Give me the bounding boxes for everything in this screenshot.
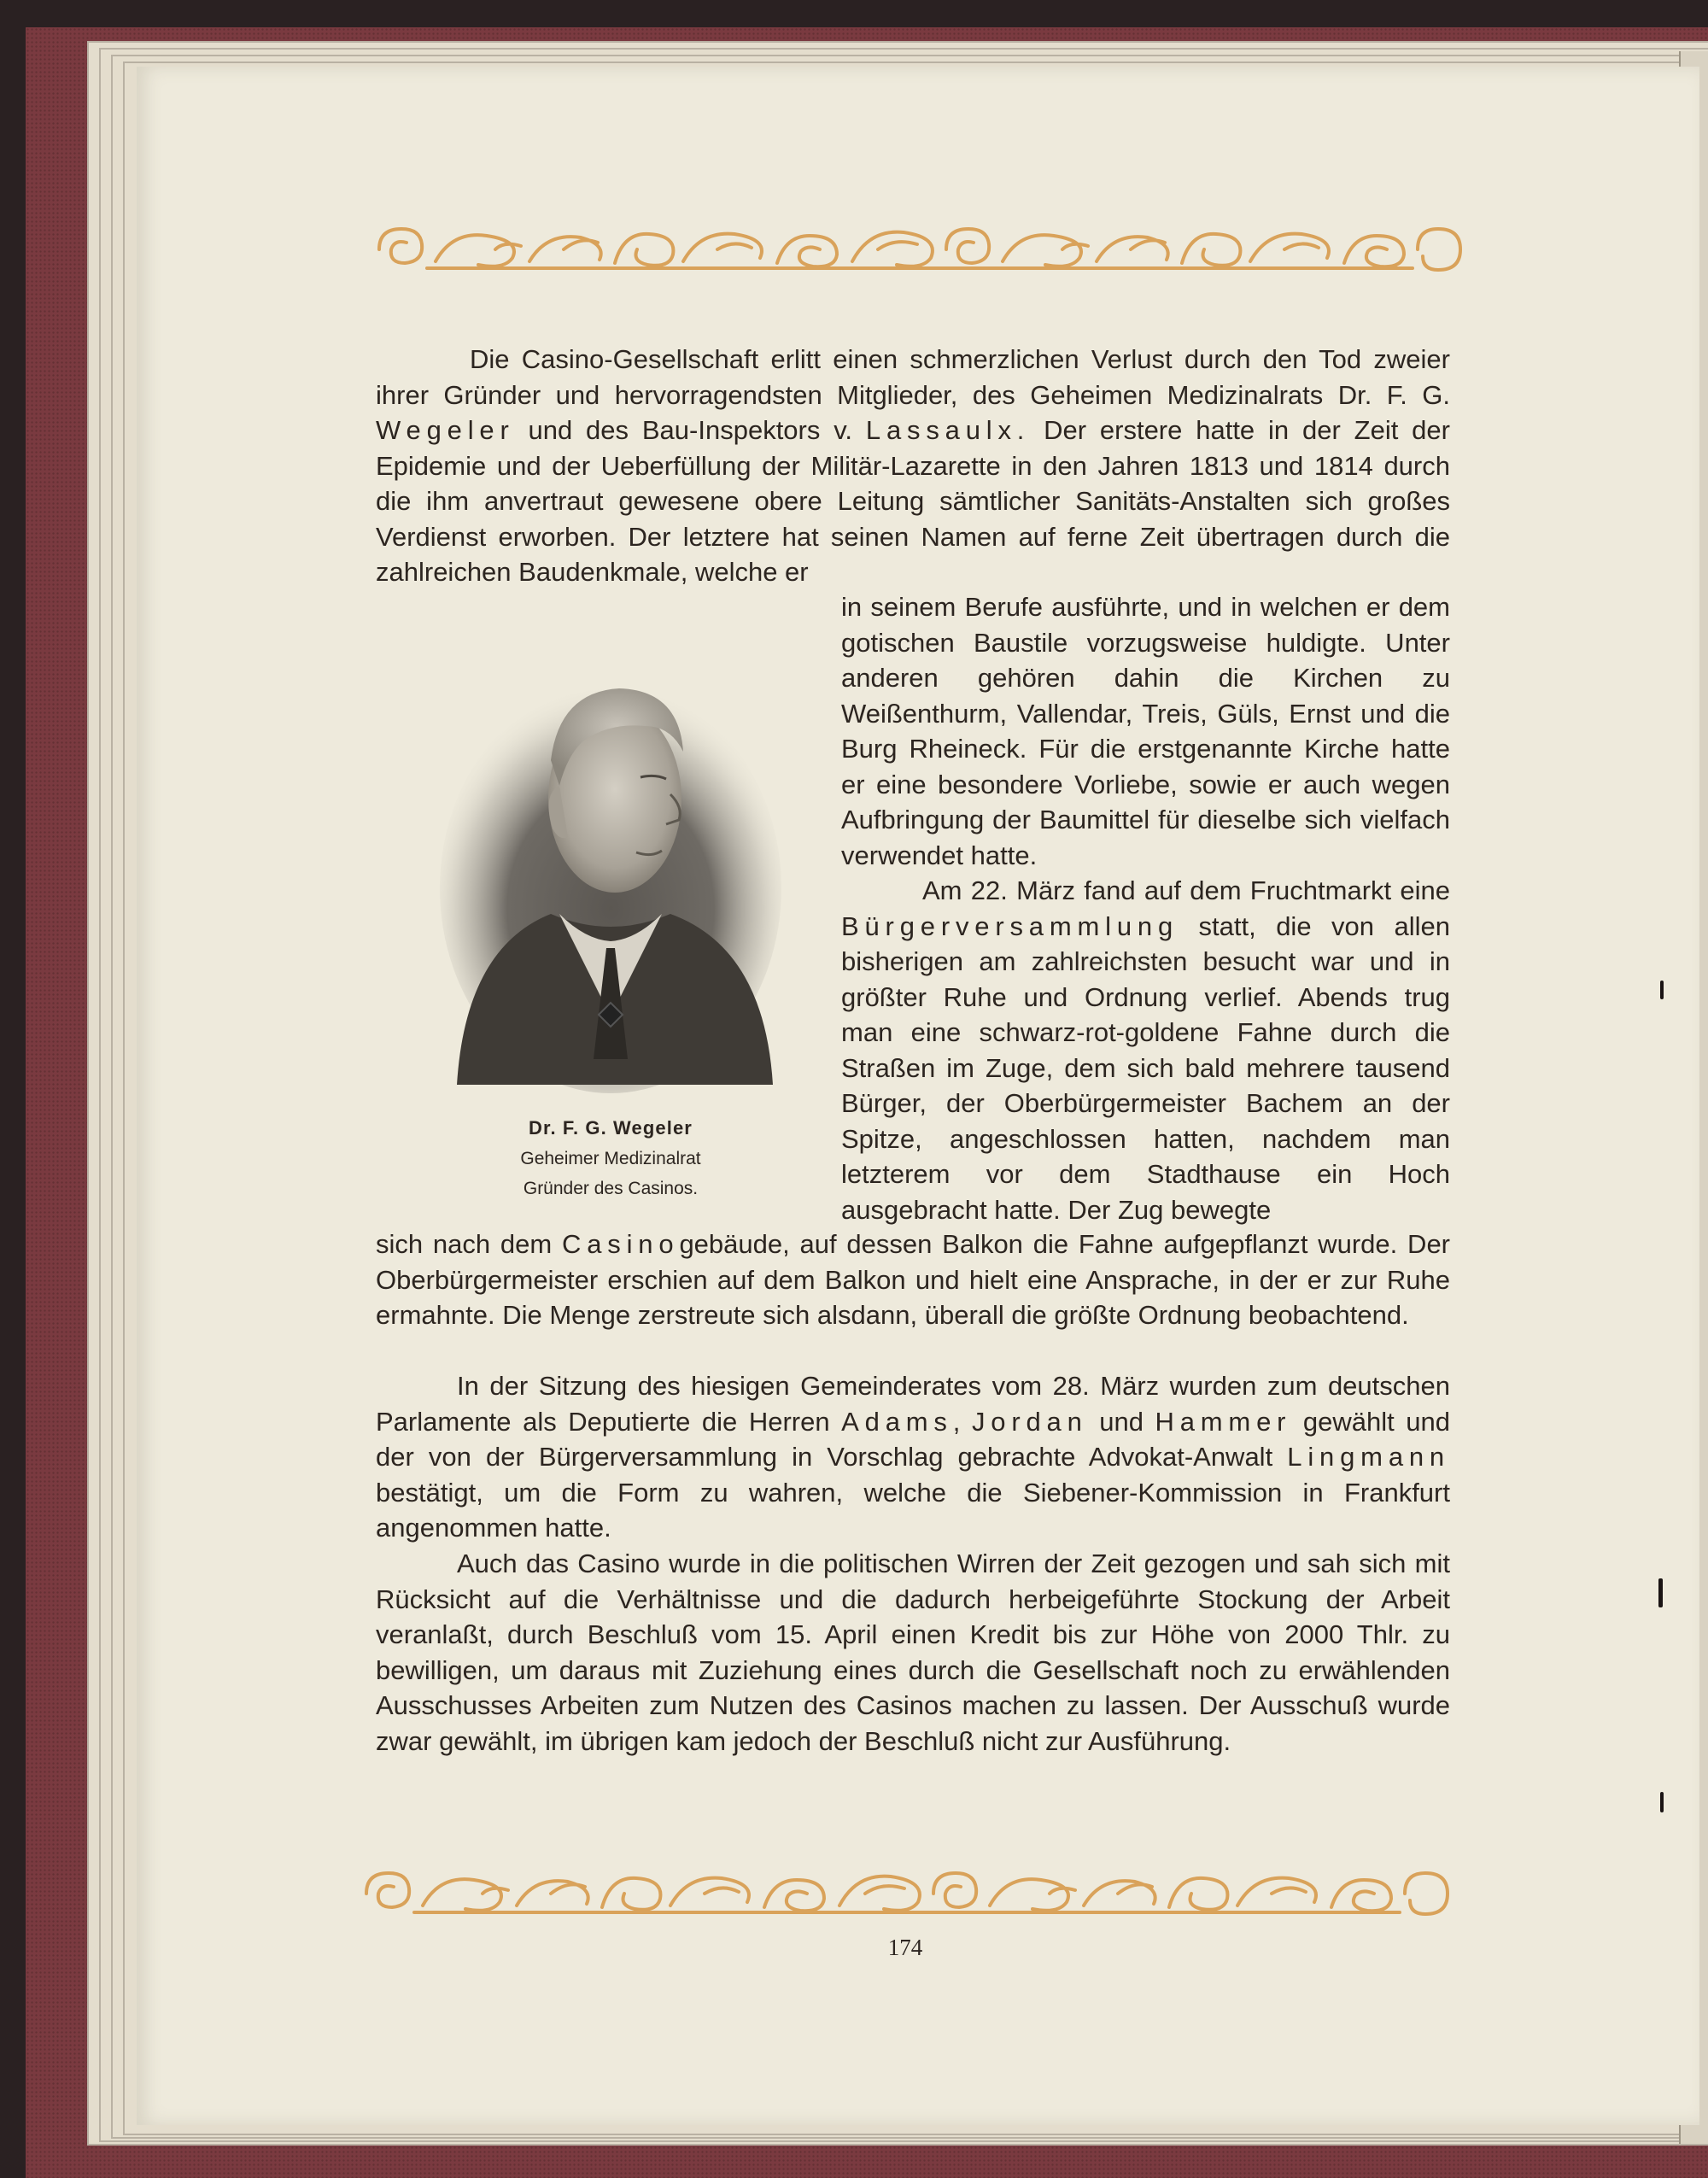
- paragraph-1-column: in seinem Berufe ausführte, und in welchen er dem gotischen Baustile vorzugsweise huldigte. Unter anderen gehören dahin die Kirchen zu Weißenthurm, Vallendar, Treis, Güls, Ernst und die Burg Rheineck. Für die erstgenannte Kirche hatte er eine besondere Vorliebe, sowie er auch wegen Aufbringung der Baumittel für dieselbe sich vielfach verwendet hatte.: [841, 592, 1450, 870]
- paper-fleck: [1660, 1792, 1664, 1812]
- paper-fleck: [1658, 1578, 1663, 1607]
- text-run: Am 22. März fand auf dem Fruchtmarkt eine: [922, 875, 1450, 905]
- paragraph-3: [376, 1368, 1450, 1546]
- paragraph-4: Auch das Casino wurde in die politischen Wirren der Zeit gezogen und sah sich mit Rücksicht auf die Verhältnisse und die dadurch herbeigeführte Stockung der Arbeit veranlaßt, durch Beschluß vom 15. April einen Kredit bis zur Höhe von 2000 Thlr. zu bewilligen, um daraus mit Zuziehung eines durch die Gesellschaft noch zu erwählenden Ausschusses Arbeiten zum Nutzen des Casinos machen zu lassen. Der Ausschuß wurde zwar gewählt, im übrigen kam jedoch der Beschluß nicht zur Ausführung.: [376, 1549, 1450, 1756]
- spaced-name-jordan: Jordan: [971, 1406, 1088, 1437]
- paragraph-1-full-width: [376, 342, 1450, 590]
- spaced-name-wegeler: Wegeler: [376, 415, 515, 445]
- text-run: gebäude, auf dessen Balkon die Fahne aufgepflanzt wurde. Der Oberbürgermeister erschien auf dem Balkon und hielt eine Ansprache, in der er zur Ruhe ermahnte. Die Menge zerstreute sich alsdann, überall die größte Ordnung beobachtend.: [376, 1229, 1451, 1330]
- text-run: ,: [952, 1406, 972, 1437]
- caption-name: Dr. F. G. Wegeler: [529, 1117, 693, 1139]
- caption-title: Geheimer Medizinalrat: [520, 1149, 701, 1168]
- decorative-border-top: [376, 224, 1464, 275]
- text-run: Der erstere hatte in der Zeit der Epidemie und der Ueberfüllung der Militär-Lazarette in den Jahren 1813 und 1814 durch die ihm anvertraut gewesene obere Leitung sämtlicher Sanitäts-Anstalten sich großes Verdienst erworben. Der letztere hat seinen Namen auf ferne Zeit übertragen durch die zahlreichen Baudenkmale, welche er: [376, 415, 1450, 587]
- text-run: Die Casino-Gesellschaft erlitt einen schmerzlichen Verlust durch den Tod zweier ihrer Gründer und hervorragendsten Mitglieder, des Geheimen Medizinalrats Dr. F. G.: [376, 344, 1450, 410]
- spaced-name-hammer: Hammer: [1155, 1406, 1292, 1437]
- caption-role: Gründer des Casinos.: [523, 1179, 699, 1198]
- spaced-name-lingmann: Lingmann: [1287, 1442, 1450, 1472]
- text-run: sich nach dem: [376, 1229, 563, 1259]
- text-run: und des Bau-Inspektors v.: [514, 415, 866, 445]
- text-run: In der Sitzung des hiesigen Gemeinderates vom 28. März wurden zum deutschen Parlamente als Deputierte die Herren: [376, 1371, 1450, 1437]
- page-number: 174: [887, 1935, 923, 1960]
- paper-fleck: [1660, 981, 1664, 999]
- portrait-engraving: [431, 658, 790, 1093]
- text-run: und: [1087, 1406, 1155, 1437]
- text-run: bestätigt, um die Form zu wahren, welche die Siebener-Kommission in Frankfurt angenommen hatte.: [376, 1477, 1450, 1543]
- decorative-border-bottom: [363, 1868, 1451, 1919]
- spaced-name-adams: Adams: [841, 1406, 953, 1437]
- paragraph-2-full-width: [376, 1227, 1450, 1333]
- text-run: gewählt und der von der Bürgerversammlung in Vorschlag gebrachte Advokat-Anwalt: [376, 1406, 1450, 1472]
- paragraph-2-column: [841, 873, 1450, 1227]
- spaced-term-casino: Casino: [562, 1229, 680, 1259]
- spaced-term-buergerversammlung: Bürgerversammlung: [841, 910, 1179, 941]
- text-run: statt, die von allen bisherigen am zahlreichsten besucht war und in größter Ruhe und Ordnung verlief. Abends trug man eine schwarz-rot-goldene Fahne durch die Straßen im Zuge, dem sich bald mehrere tausend Bürger, der Oberbürgermeister Bachem an der Spitze, angeschlossen hatten, nachdem man letzterem vor dem Stadthause ein Hoch ausgebracht hatte. Der Zug bewegte: [841, 910, 1450, 1225]
- spaced-name-lassaulx: Lassaulx.: [865, 415, 1031, 445]
